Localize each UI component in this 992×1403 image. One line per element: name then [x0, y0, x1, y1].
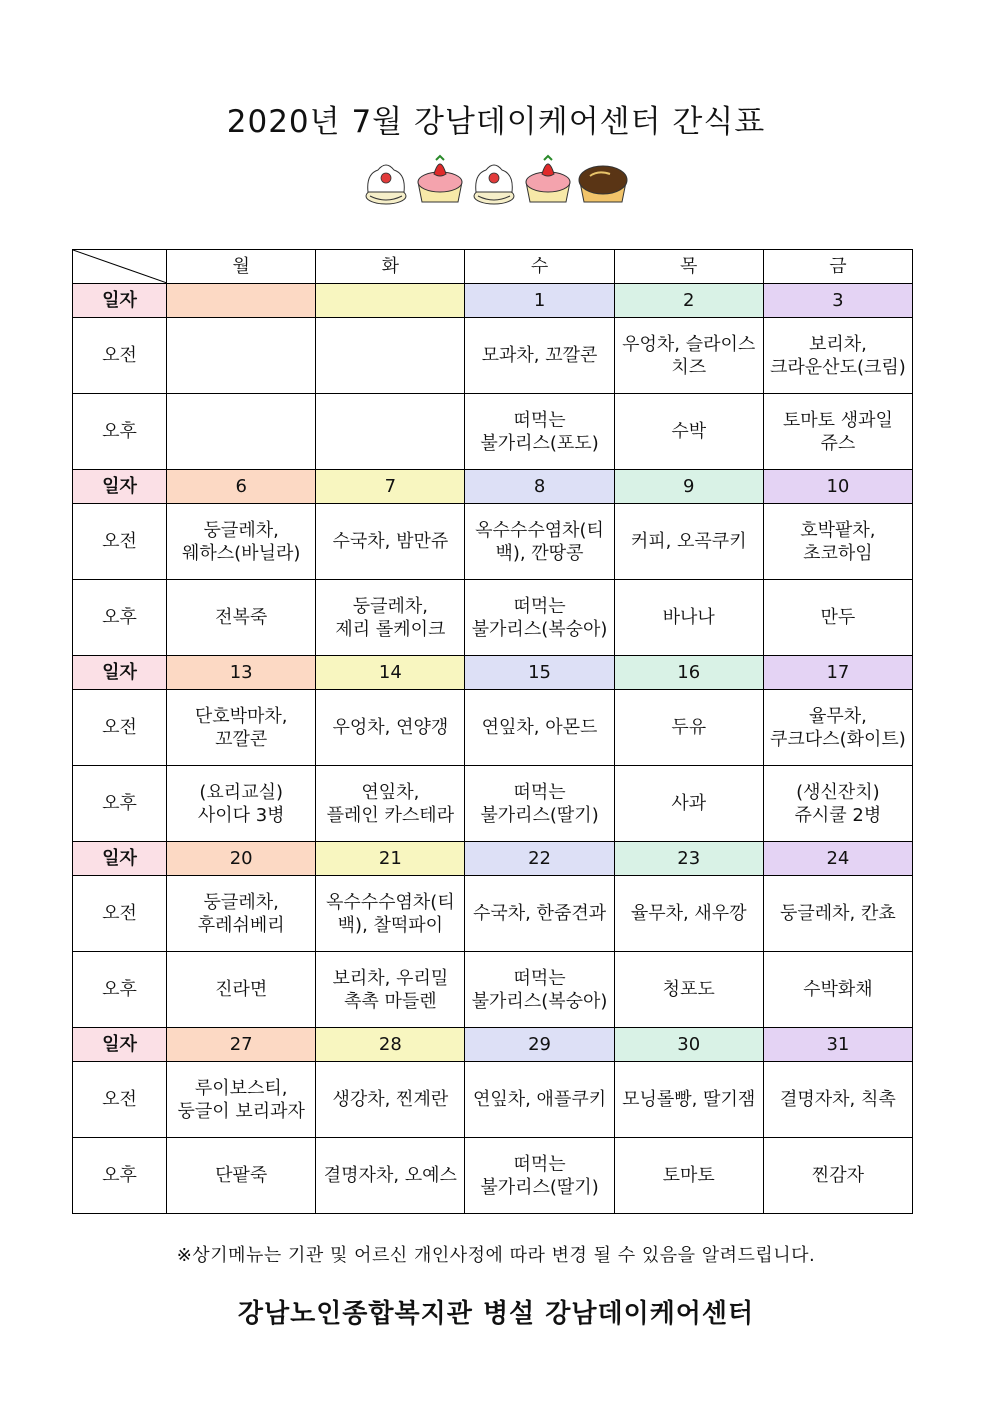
weekday-mon: 월	[167, 250, 316, 284]
am-snack-row	[73, 504, 913, 580]
am-snack-cell-mon: 둥글레차, 웨하스(바닐라)	[167, 504, 316, 580]
corner-cell	[73, 250, 167, 284]
am-snack-row	[73, 690, 913, 766]
date-cell-thu: 23	[614, 842, 763, 876]
page-title: 2020년 7월 강남데이케어센터 간식표	[226, 104, 766, 140]
pm-snack-cell-wed: 떠먹는 불가리스(복숭아)	[465, 952, 614, 1028]
date-cell-wed: 22	[465, 842, 614, 876]
am-snack-row	[73, 1062, 913, 1138]
pm-snack-row	[73, 766, 913, 842]
weekday-header-row	[73, 250, 913, 284]
pm-snack-cell-tue: 둥글레차, 제리 롤케이크	[316, 580, 465, 656]
am-snack-cell-mon: 루이보스티, 둥글이 보리과자	[167, 1062, 316, 1138]
date-row	[73, 1028, 913, 1062]
am-snack-cell-fri: 호박팥차, 초코하임	[763, 504, 912, 580]
pm-snack-cell-mon	[167, 394, 316, 470]
date-cell-tue: 28	[316, 1028, 465, 1062]
am-snack-cell-wed: 수국차, 한줌견과	[465, 876, 614, 952]
weekday-tue: 화	[316, 250, 465, 284]
pm-snack-cell-thu: 사과	[614, 766, 763, 842]
pm-row-label: 오후	[73, 766, 167, 842]
pm-snack-cell-mon: 단팥죽	[167, 1138, 316, 1214]
date-cell-mon: 27	[167, 1028, 316, 1062]
date-cell-thu: 30	[614, 1028, 763, 1062]
pm-snack-row	[73, 952, 913, 1028]
date-cell-thu: 2	[614, 284, 763, 318]
pm-snack-row	[73, 394, 913, 470]
am-snack-cell-thu: 모닝롤빵, 딸기잼	[614, 1062, 763, 1138]
am-row-label: 오전	[73, 504, 167, 580]
weekday-fri: 금	[763, 250, 912, 284]
date-cell-fri: 24	[763, 842, 912, 876]
pm-snack-cell-thu: 수박	[614, 394, 763, 470]
weekday-thu: 목	[614, 250, 763, 284]
pm-snack-cell-fri: (생신잔치) 쥬시쿨 2병	[763, 766, 912, 842]
date-cell-wed: 15	[465, 656, 614, 690]
pm-snack-cell-wed: 떠먹는 불가리스(복숭아)	[465, 580, 614, 656]
am-snack-cell-wed: 연잎차, 애플쿠키	[465, 1062, 614, 1138]
pm-row-label: 오후	[73, 394, 167, 470]
cream-cake-icon	[366, 165, 406, 204]
am-snack-cell-thu: 우엉차, 슬라이스 치즈	[614, 318, 763, 394]
chocolate-cake-icon	[579, 166, 627, 202]
am-snack-cell-mon	[167, 318, 316, 394]
cream-cake-icon	[474, 165, 514, 204]
pm-snack-row	[73, 580, 913, 656]
organization-name: 강남노인종합복지관 병설 강남데이케어센터	[237, 1299, 755, 1329]
pm-snack-cell-wed: 떠먹는 불가리스(포도)	[465, 394, 614, 470]
pm-snack-cell-mon: 전복죽	[167, 580, 316, 656]
date-cell-thu: 16	[614, 656, 763, 690]
date-row-label: 일자	[73, 656, 167, 690]
date-cell-thu: 9	[614, 470, 763, 504]
pm-snack-cell-tue: 보리차, 우리밀 촉촉 마들렌	[316, 952, 465, 1028]
pm-snack-row	[73, 1138, 913, 1214]
pm-snack-cell-tue	[316, 394, 465, 470]
am-snack-cell-tue: 수국차, 밤만쥬	[316, 504, 465, 580]
am-snack-cell-tue	[316, 318, 465, 394]
am-row-label: 오전	[73, 1062, 167, 1138]
pm-snack-cell-tue: 연잎차, 플레인 카스테라	[316, 766, 465, 842]
pm-snack-cell-mon: 진라면	[167, 952, 316, 1028]
am-snack-cell-thu: 율무차, 새우깡	[614, 876, 763, 952]
strawberry-cake-icon	[418, 156, 462, 202]
pm-snack-cell-fri: 만두	[763, 580, 912, 656]
pm-row-label: 오후	[73, 580, 167, 656]
pm-snack-cell-tue: 결명자차, 오예스	[316, 1138, 465, 1214]
pm-snack-cell-wed: 떠먹는 불가리스(딸기)	[465, 766, 614, 842]
pm-snack-cell-thu: 청포도	[614, 952, 763, 1028]
date-cell-fri: 3	[763, 284, 912, 318]
am-snack-cell-fri: 보리차, 크라운산도(크림)	[763, 318, 912, 394]
date-row-label: 일자	[73, 470, 167, 504]
date-cell-mon: 20	[167, 842, 316, 876]
date-row-label: 일자	[73, 1028, 167, 1062]
am-snack-cell-mon: 단호박마차, 꼬깔콘	[167, 690, 316, 766]
date-cell-tue: 21	[316, 842, 465, 876]
am-snack-cell-tue: 옥수수수염차(티 백), 찰떡파이	[316, 876, 465, 952]
am-snack-row	[73, 876, 913, 952]
am-snack-cell-wed: 모과차, 꼬깔콘	[465, 318, 614, 394]
date-cell-fri: 10	[763, 470, 912, 504]
am-snack-cell-mon: 둥글레차, 후레쉬베리	[167, 876, 316, 952]
date-cell-tue: 7	[316, 470, 465, 504]
date-row-label: 일자	[73, 284, 167, 318]
date-cell-wed: 1	[465, 284, 614, 318]
am-snack-cell-tue: 생강차, 찐계란	[316, 1062, 465, 1138]
am-row-label: 오전	[73, 876, 167, 952]
strawberry-cake-icon	[526, 156, 570, 202]
am-snack-cell-wed: 연잎차, 아몬드	[465, 690, 614, 766]
pm-snack-cell-thu: 바나나	[614, 580, 763, 656]
pm-snack-cell-fri: 수박화채	[763, 952, 912, 1028]
am-snack-cell-fri: 둥글레차, 칸쵸	[763, 876, 912, 952]
diagonal-line	[73, 250, 167, 283]
am-snack-cell-fri: 결명자차, 칙촉	[763, 1062, 912, 1138]
date-row	[73, 470, 913, 504]
date-row	[73, 284, 913, 318]
date-row-label: 일자	[73, 842, 167, 876]
am-snack-cell-fri: 율무차, 쿠크다스(화이트)	[763, 690, 912, 766]
date-cell-wed: 8	[465, 470, 614, 504]
pm-row-label: 오후	[73, 952, 167, 1028]
pm-row-label: 오후	[73, 1138, 167, 1214]
am-row-label: 오전	[73, 690, 167, 766]
pm-snack-cell-wed: 떠먹는 불가리스(딸기)	[465, 1138, 614, 1214]
am-row-label: 오전	[73, 318, 167, 394]
pm-snack-cell-thu: 토마토	[614, 1138, 763, 1214]
date-row	[73, 656, 913, 690]
date-cell-mon	[167, 284, 316, 318]
am-snack-cell-thu: 커피, 오곡쿠키	[614, 504, 763, 580]
snack-menu-table	[72, 249, 913, 1214]
cake-illustrations	[360, 152, 632, 208]
am-snack-cell-thu: 두유	[614, 690, 763, 766]
weekday-wed: 수	[465, 250, 614, 284]
date-cell-fri: 31	[763, 1028, 912, 1062]
pm-snack-cell-mon: (요리교실) 사이다 3병	[167, 766, 316, 842]
date-cell-mon: 6	[167, 470, 316, 504]
am-snack-cell-tue: 우엉차, 연양갱	[316, 690, 465, 766]
date-cell-tue	[316, 284, 465, 318]
date-cell-fri: 17	[763, 656, 912, 690]
date-cell-wed: 29	[465, 1028, 614, 1062]
date-row	[73, 842, 913, 876]
date-cell-mon: 13	[167, 656, 316, 690]
am-snack-cell-wed: 옥수수수염차(티 백), 깐땅콩	[465, 504, 614, 580]
date-cell-tue: 14	[316, 656, 465, 690]
notice-text: ※상기메뉴는 기관 및 어르신 개인사정에 따라 변경 될 수 있음을 알려드립니다.	[176, 1245, 816, 1266]
pm-snack-cell-fri: 토마토 생과일 쥬스	[763, 394, 912, 470]
pm-snack-cell-fri: 찐감자	[763, 1138, 912, 1214]
am-snack-row	[73, 318, 913, 394]
